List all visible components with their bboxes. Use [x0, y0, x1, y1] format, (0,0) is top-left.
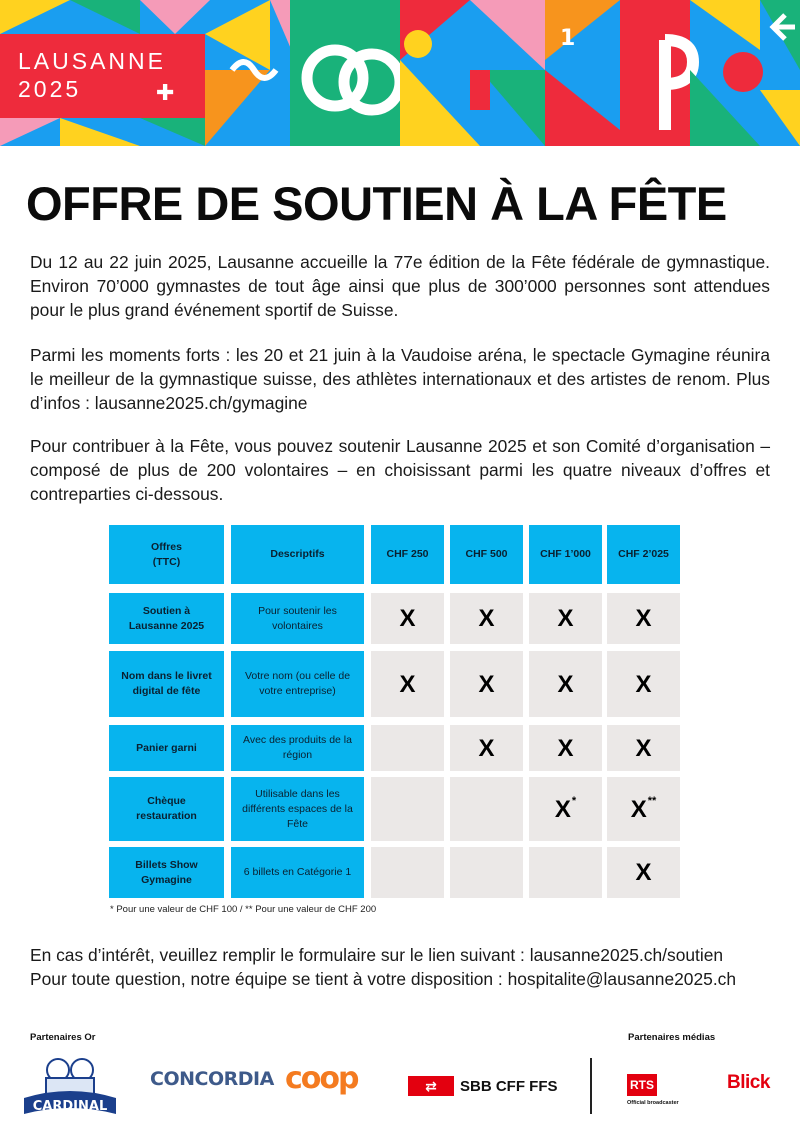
offer-label: Nom dans le livret digital de fête	[109, 651, 224, 717]
offer-mark	[607, 725, 680, 771]
offer-mark	[371, 847, 444, 898]
cardinal-logo	[20, 1054, 120, 1123]
table-header-3: CHF 500	[450, 525, 523, 584]
concordia-logo: CONCORDIA	[150, 1068, 274, 1090]
check-mark: X	[399, 670, 416, 698]
cardinal-logo-text: CARDINAL	[32, 1099, 108, 1114]
table-header-4: CHF 1’000	[529, 525, 602, 584]
offer-mark	[450, 777, 523, 841]
media-partners-label: Partenaires médias	[628, 1032, 716, 1043]
contact-email-line: Pour toute question, notre équipe se tient à votre disposition : hospitalite@lausanne2025.ch	[30, 969, 737, 989]
offer-mark	[450, 725, 523, 771]
contact-form-line: En cas d’intérêt, veuillez remplir le formulaire sur le lien suivant : lausanne2025.ch/soutien	[30, 945, 724, 965]
gold-partners-label: Partenaires Or	[30, 1032, 96, 1043]
offer-mark	[607, 593, 680, 644]
footnote-marker: **	[647, 794, 657, 807]
check-mark: X	[557, 734, 574, 762]
check-mark: X	[478, 605, 495, 632]
table-header-5: CHF 2’025	[607, 525, 680, 584]
brand-year: 2025	[18, 76, 82, 102]
header-banner	[0, 0, 800, 146]
sbb-logo-text: SBB CFF FFS	[460, 1077, 558, 1095]
table-header-0: Offres (TTC)	[109, 525, 224, 584]
intro-paragraph-contribute: Pour contribuer à la Fête, vous pouvez soutenir Lausanne 2025 et son Comité d’organisation – composé de plus de 200 volontaires – en choisissant parmi les quatre niveaux d’offres et contreparties ci-dessous.	[30, 436, 770, 504]
offer-mark	[607, 651, 680, 717]
offer-mark	[607, 777, 680, 841]
partners-divider	[590, 1058, 592, 1114]
check-mark: X	[630, 795, 647, 823]
brand-name: LAUSANNE	[18, 48, 166, 74]
check-mark: X	[478, 734, 495, 762]
table-header-2: CHF 250	[371, 525, 444, 584]
offer-mark	[371, 777, 444, 841]
offer-mark	[450, 593, 523, 644]
offer-description: Pour soutenir les volontaires	[231, 593, 364, 644]
coop-logo: coop	[285, 1061, 358, 1096]
sbb-arrow-icon: ⇄	[408, 1076, 454, 1096]
sbb-logo	[408, 1076, 558, 1096]
brand-block	[0, 34, 205, 118]
check-mark: X	[635, 734, 652, 762]
check-mark: X	[635, 605, 652, 632]
footnote-marker: *	[571, 794, 577, 807]
offer-mark	[529, 847, 602, 898]
offer-mark	[371, 725, 444, 771]
check-mark: X	[478, 670, 495, 698]
swiss-cross-icon: ✚	[156, 80, 175, 105]
check-mark: X	[635, 859, 652, 886]
offer-description: Utilisable dans les différents espaces de la Fête	[231, 777, 364, 841]
offer-description: Votre nom (ou celle de votre entreprise)	[231, 651, 364, 717]
offer-mark	[371, 651, 444, 717]
offer-mark	[607, 847, 680, 898]
rts-tagline: Official broadcaster	[627, 1100, 679, 1106]
offer-mark	[371, 593, 444, 644]
offer-mark	[529, 777, 602, 841]
intro-paragraph-highlights: Parmi les moments forts : les 20 et 21 juin à la Vaudoise aréna, le spectacle Gymagine réunira le meilleur de la gymnastique suisse, des athlètes internationaux et des artistes de renom. Plus d’infos : lausanne2025.ch/gymagine	[30, 345, 770, 413]
table-footnote: * Pour une valeur de CHF 100 / ** Pour une valeur de CHF 200	[110, 904, 377, 915]
offer-mark	[450, 651, 523, 717]
offer-label: Panier garni	[109, 725, 224, 771]
table-header-1: Descriptifs	[231, 525, 364, 584]
check-mark: X	[554, 795, 571, 823]
rts-logo: RTS	[627, 1074, 657, 1096]
check-mark: X	[557, 605, 574, 632]
check-mark: X	[557, 670, 574, 698]
blick-logo: Blick	[727, 1072, 770, 1093]
offer-description: Avec des produits de la région	[231, 725, 364, 771]
offer-mark	[529, 593, 602, 644]
offer-mark	[450, 847, 523, 898]
offer-label: Soutien à Lausanne 2025	[109, 593, 224, 644]
offer-description: 6 billets en Catégorie 1	[231, 847, 364, 898]
offer-label: Chèque restauration	[109, 777, 224, 841]
intro-paragraph-event: Du 12 au 22 juin 2025, Lausanne accueille la 77e édition de la Fête fédérale de gymnastique. Environ 70’000 gymnastes de tout âge ainsi que plus de 300’000 personnes sont attendues pour le plus grand événement sportif de Suisse.	[30, 252, 770, 320]
page-title: OFFRE DE SOUTIEN À LA FÊTE	[26, 177, 727, 230]
offer-mark	[529, 725, 602, 771]
offer-label: Billets Show Gymagine	[109, 847, 224, 898]
offer-mark	[529, 651, 602, 717]
check-mark: X	[635, 670, 652, 698]
svg-text:1: 1	[560, 26, 576, 51]
check-mark: X	[399, 605, 416, 632]
